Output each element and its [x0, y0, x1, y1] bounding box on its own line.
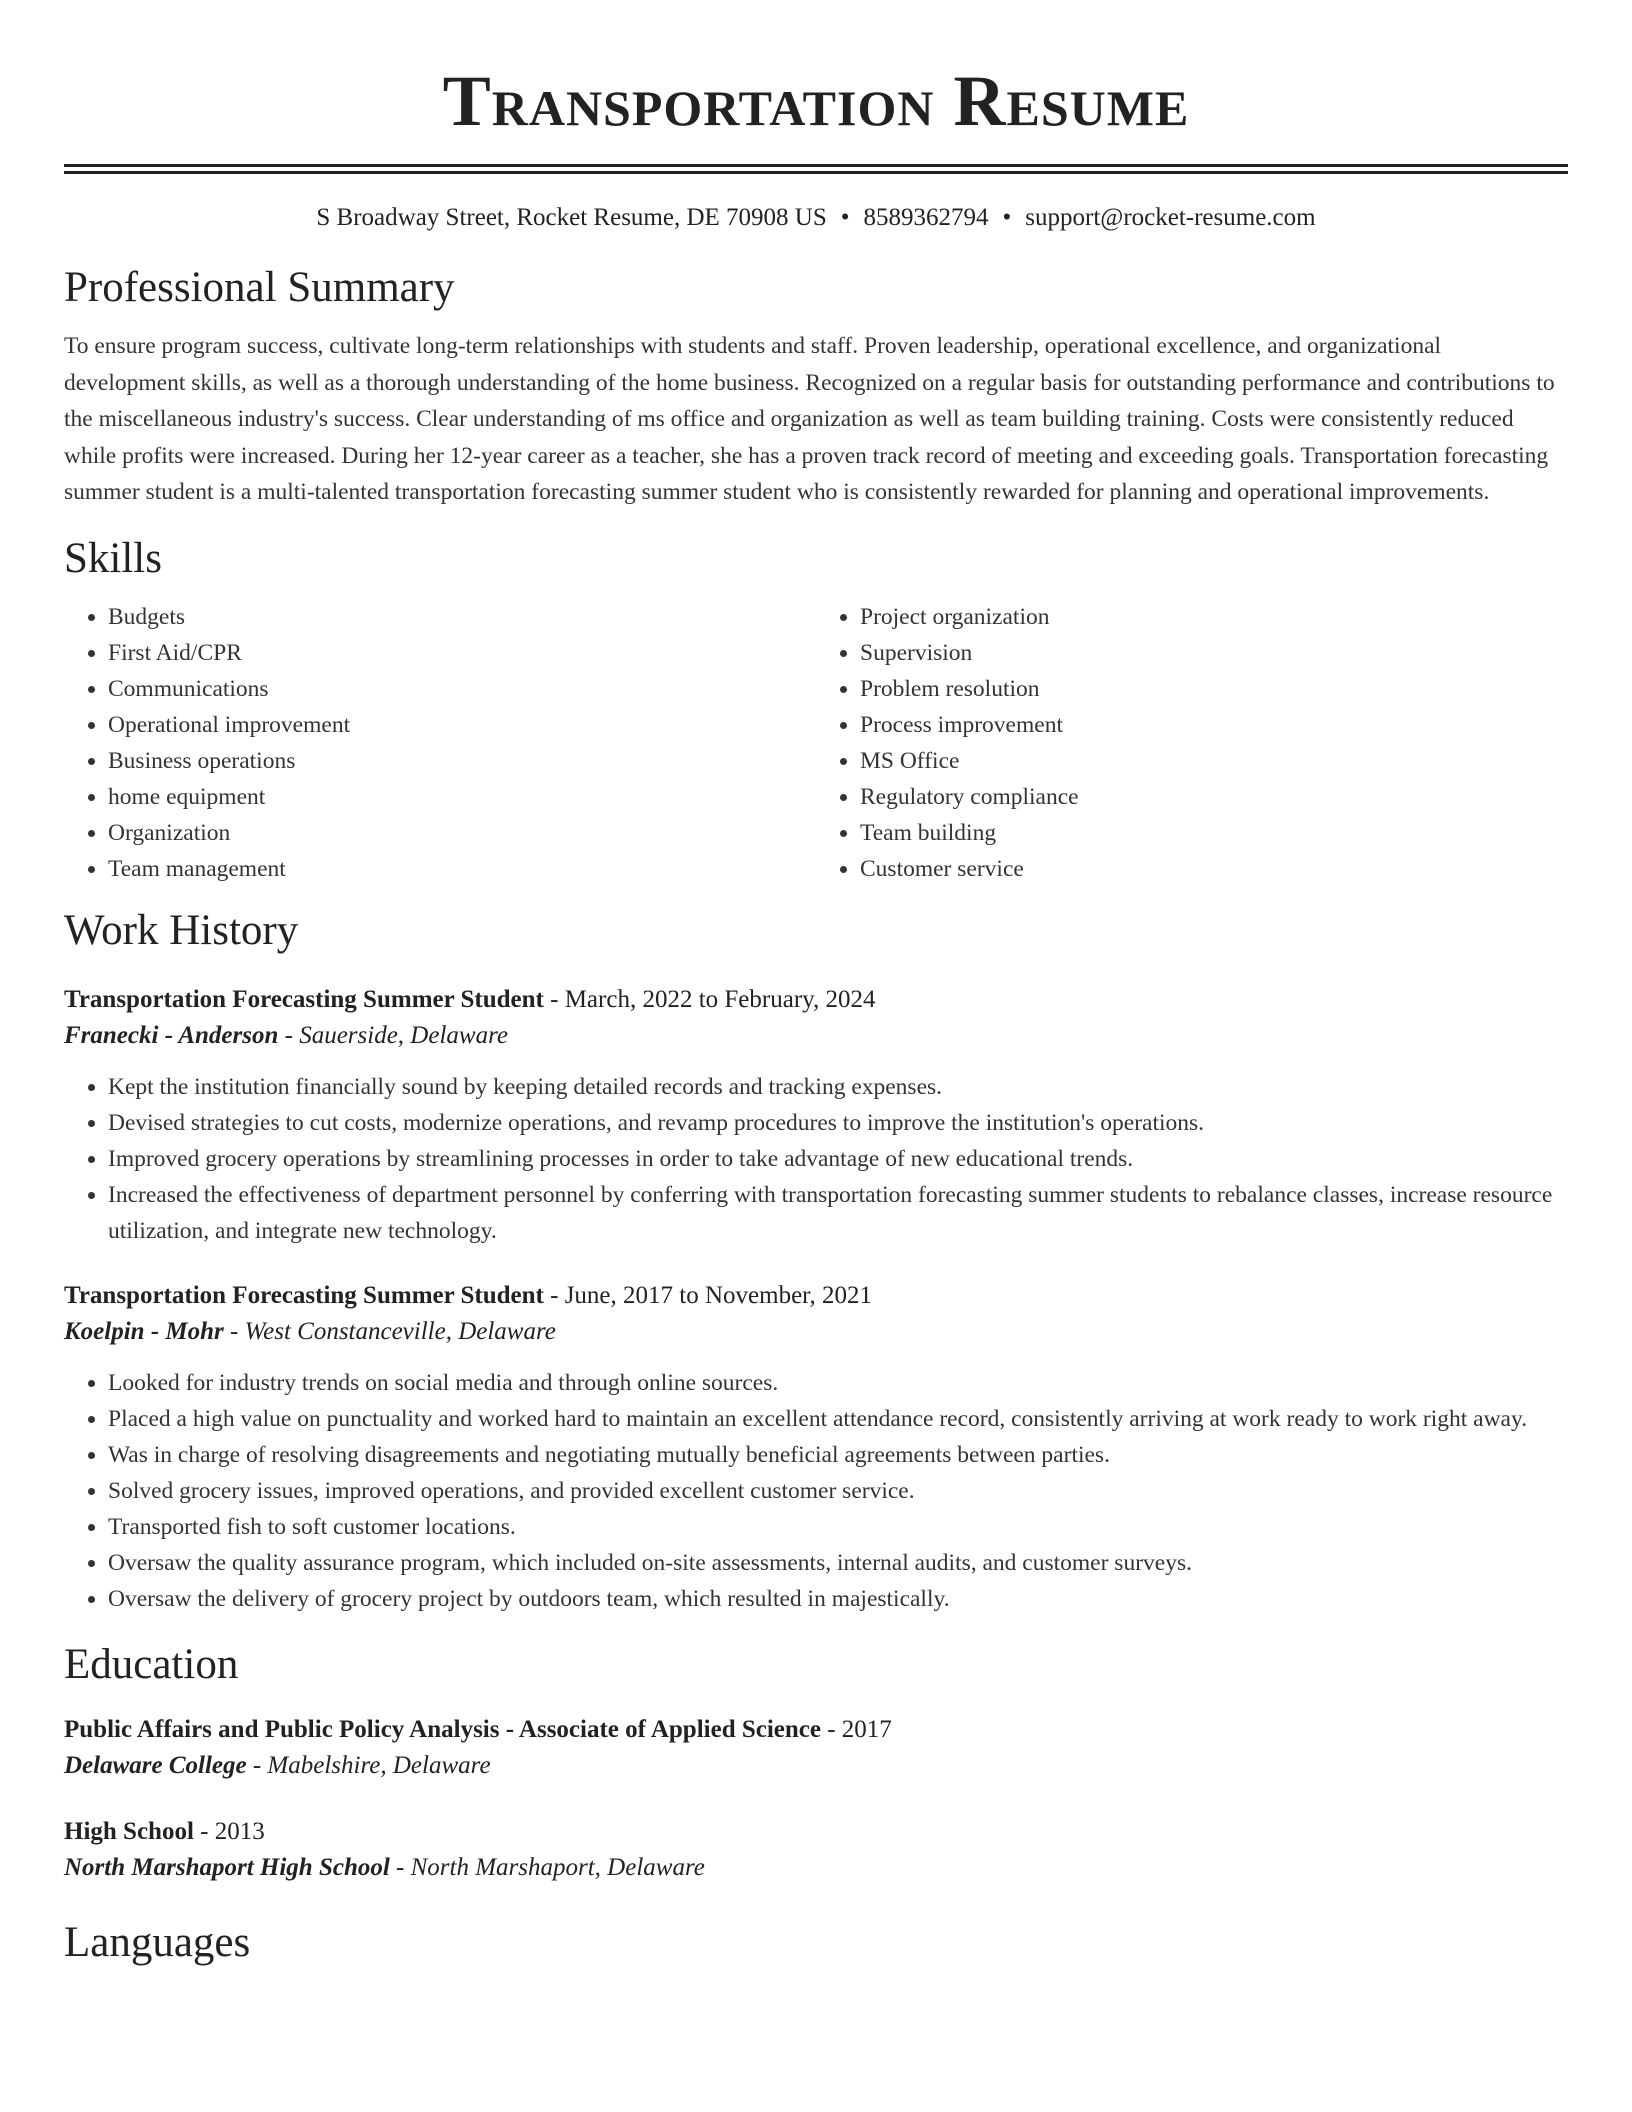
education-degree: High School [64, 1817, 194, 1845]
job-entry [64, 983, 1568, 1249]
job-title-line [64, 983, 1568, 1017]
resume-page [64, 0, 1568, 1969]
job-bullet: • Oversaw the quality assurance program, which included on-site assessments, internal audits, and customer surveys. [108, 1545, 1568, 1581]
job-entry [64, 1279, 1568, 1617]
education-school: North Marshaport High School [64, 1853, 390, 1881]
contact-separator: • [840, 204, 850, 231]
job-location: - Sauerside, Delaware [278, 1021, 508, 1049]
job-title: Transportation Forecasting Summer Student [64, 1281, 544, 1309]
skill-item: • Project organization [860, 599, 1568, 635]
education-year: - 2013 [193, 1817, 265, 1845]
job-dates: - March, 2022 to February, 2024 [543, 985, 876, 1013]
job-company: Franecki - Anderson [64, 1021, 279, 1049]
education-location: - North Marshaport, Delaware [389, 1853, 705, 1881]
contact-email: support@rocket-resume.com [1025, 204, 1316, 231]
skill-item: • Budgets [108, 599, 816, 635]
summary-heading: Professional Summary [64, 264, 455, 311]
job-dates: - June, 2017 to November, 2021 [543, 1281, 872, 1309]
job-company: Koelpin - Mohr [64, 1317, 224, 1345]
job-bullet: • Devised strategies to cut costs, modernize operations, and revamp procedures to improve the institution's operations. [108, 1105, 1568, 1141]
skill-item: • Regulatory compliance [860, 779, 1568, 815]
education-heading: Education [64, 1640, 239, 1688]
skills-left-list [64, 599, 816, 887]
job-location: - West Constanceville, Delaware [223, 1317, 556, 1345]
job-bullets [64, 1365, 1568, 1617]
skills-heading: Skills [64, 534, 162, 582]
education-degree-line [64, 1713, 1568, 1747]
summary-text: To ensure program success, cultivate long-term relationships with students and staff. Proven leadership, operational excellence, and organizational development skills, as well as a thorough understanding of the home business. Recognized on a regular basis for outstanding performance and contributions to the miscellaneous industry's success. Clear understanding of ms office and organization as well as team building training. Costs were consistently reduced while profits were increased. During her 12-year career as a teacher, she has a proven track record of meeting and exceeding goals. Transportation forecasting summer student is a multi-talented transportation forecasting summer student who is consistently rewarded for planning and operational improvements. [64, 333, 1555, 505]
education-entry [64, 1815, 1568, 1887]
job-bullet: • Kept the institution financially sound by keeping detailed records and tracking expenses. [108, 1069, 1568, 1105]
skill-item: • Team management [108, 851, 816, 887]
contact-separator: • [1002, 204, 1012, 231]
education-entry [64, 1713, 1568, 1785]
skill-item: • Team building [860, 815, 1568, 851]
work-history-heading: Work History [64, 906, 299, 954]
education-degree-line [64, 1815, 1568, 1849]
skill-item: • MS Office [860, 743, 1568, 779]
education-school-line [64, 1747, 1568, 1785]
contact-address: S Broadway Street, Rocket Resume, DE 70908 US [316, 204, 827, 231]
job-bullets [64, 1069, 1568, 1249]
job-bullet: • Increased the effectiveness of department personnel by conferring with transportation forecasting summer students to rebalance classes, increase resource utilization, and integrate new technology. [108, 1177, 1568, 1249]
job-company-line [64, 1313, 1568, 1351]
skill-item: • First Aid/CPR [108, 635, 816, 671]
title-double-rule [64, 164, 1568, 174]
education-school-line [64, 1849, 1568, 1887]
skill-item: • Customer service [860, 851, 1568, 887]
skills-columns [64, 599, 1568, 887]
skills-right-list [816, 599, 1568, 887]
skill-item: • Process improvement [860, 707, 1568, 743]
job-bullet: • Solved grocery issues, improved operations, and provided excellent customer service. [108, 1473, 1568, 1509]
job-title: Transportation Forecasting Summer Student [64, 985, 544, 1013]
skill-item: • Business operations [108, 743, 816, 779]
skill-item: • Supervision [860, 635, 1568, 671]
skill-item: • Communications [108, 671, 816, 707]
resume-title: Transportation Resume [442, 61, 1190, 141]
education-school: Delaware College [64, 1751, 247, 1779]
job-bullet: • Improved grocery operations by streamlining processes in order to take advantage of new educational trends. [108, 1141, 1568, 1177]
job-bullet: • Looked for industry trends on social media and through online sources. [108, 1365, 1568, 1401]
languages-heading: Languages [64, 1918, 251, 1966]
skill-item: • home equipment [108, 779, 816, 815]
skill-item: • Operational improvement [108, 707, 816, 743]
job-bullet: • Placed a high value on punctuality and worked hard to maintain an excellent attendance record, consistently arriving at work ready to work right away. [108, 1401, 1568, 1437]
education-year: - 2017 [820, 1715, 892, 1743]
skill-item: • Problem resolution [860, 671, 1568, 707]
skill-item: • Organization [108, 815, 816, 851]
contact-line [64, 202, 1568, 234]
job-bullet: • Transported fish to soft customer locations. [108, 1509, 1568, 1545]
job-bullet: • Oversaw the delivery of grocery project by outdoors team, which resulted in majestically. [108, 1581, 1568, 1617]
job-company-line [64, 1017, 1568, 1055]
job-bullet: • Was in charge of resolving disagreements and negotiating mutually beneficial agreements between parties. [108, 1437, 1568, 1473]
education-degree: Public Affairs and Public Policy Analysis - Associate of Applied Science [64, 1715, 821, 1743]
contact-phone: 8589362794 [863, 204, 989, 231]
education-location: - Mabelshire, Delaware [246, 1751, 491, 1779]
job-title-line [64, 1279, 1568, 1313]
